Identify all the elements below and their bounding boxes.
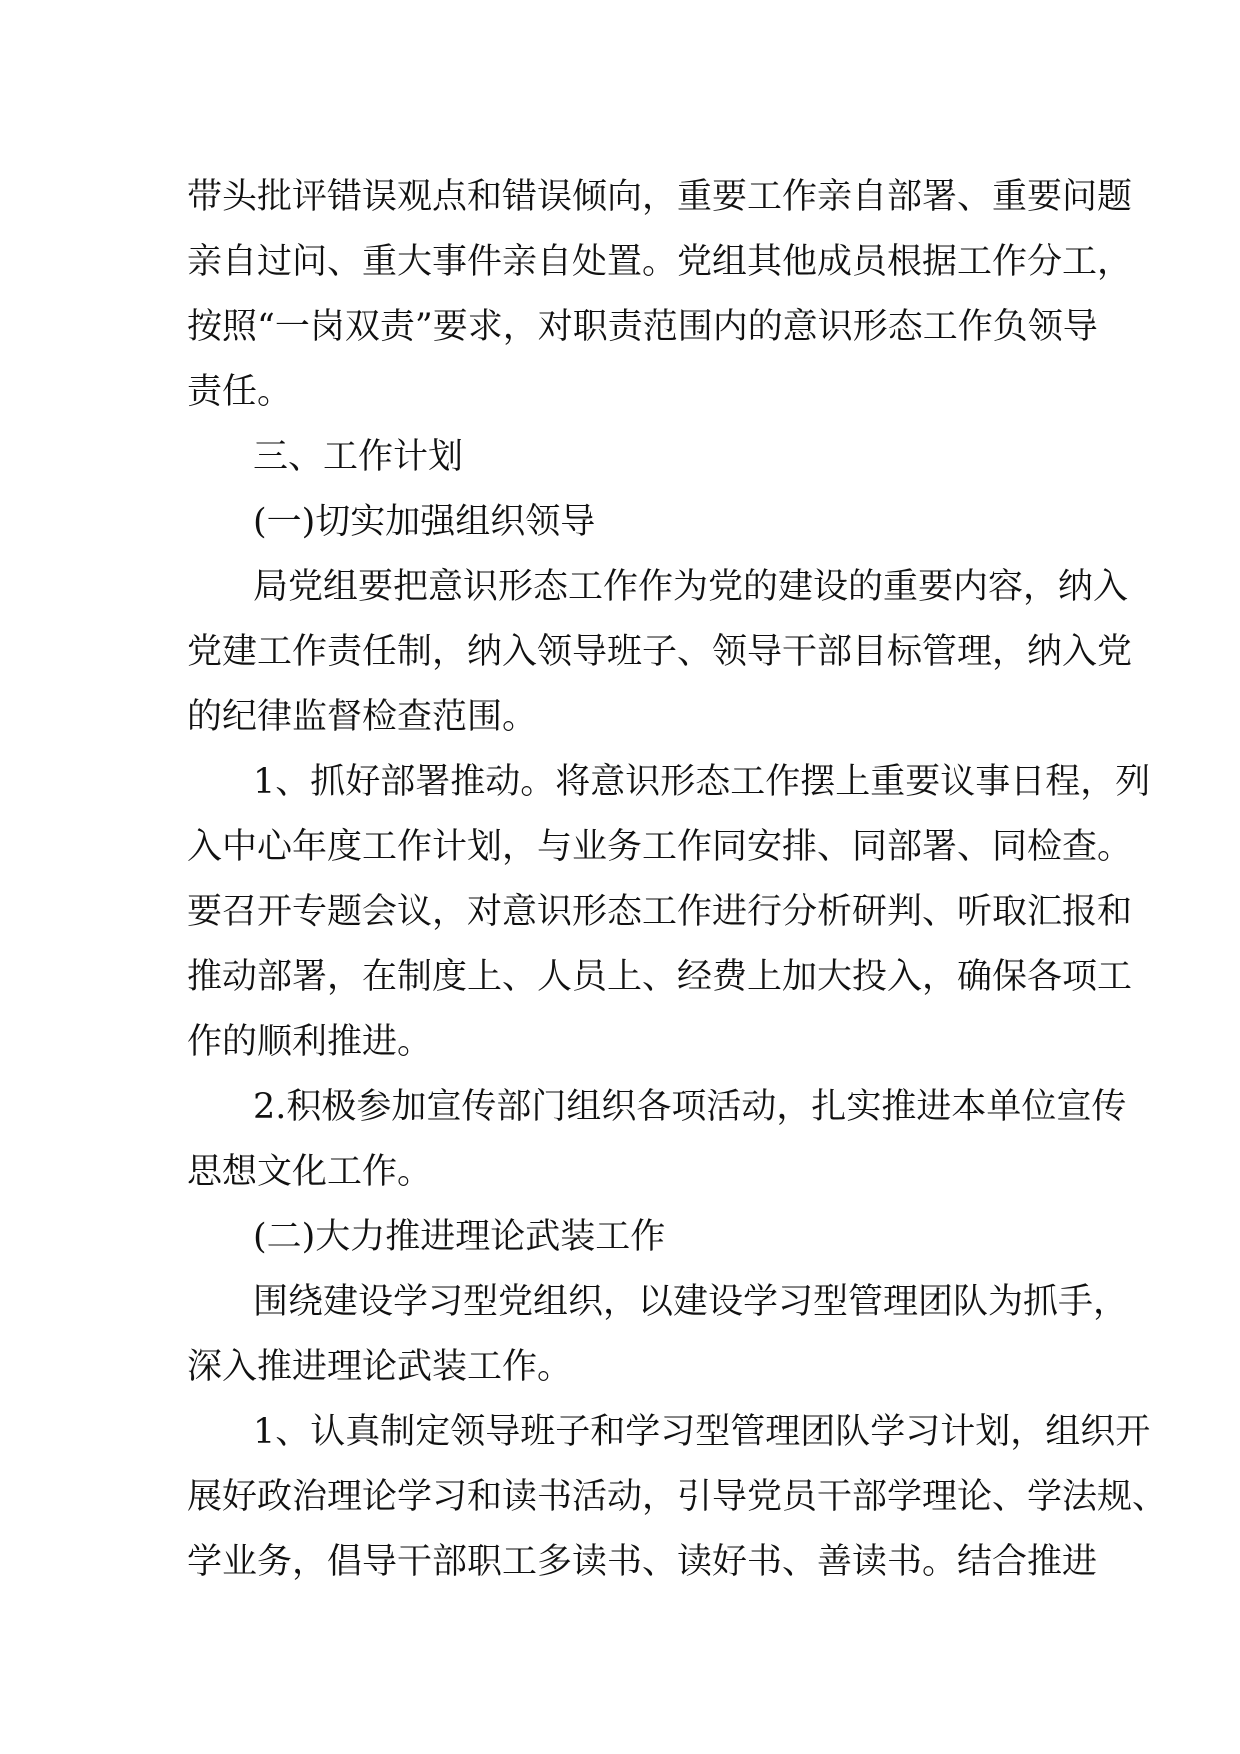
body-text-line: 按照“一岗双责”要求，对职责范围内的意识形态工作负领导 bbox=[187, 307, 1098, 347]
subsection-heading: (二)大力推进理论武装工作 bbox=[253, 1217, 666, 1257]
body-text-line: 围绕建设学习型党组织，以建设学习型管理团队为抓手， bbox=[253, 1282, 1129, 1322]
body-text-line: 党建工作责任制，纳入领导班子、领导干部目标管理，纳入党 bbox=[187, 632, 1133, 672]
body-text-line: 2.积极参加宣传部门组织各项活动，扎实推进本单位宣传 bbox=[253, 1087, 1127, 1127]
body-text-line: 要召开专题会议，对意识形态工作进行分析研判、听取汇报和 bbox=[187, 892, 1133, 932]
body-text-line: 带头批评错误观点和错误倾向，重要工作亲自部署、重要问题 bbox=[187, 177, 1133, 217]
body-text-line: 的纪律监督检查范围。 bbox=[187, 697, 538, 737]
body-text-line: 思想文化工作。 bbox=[187, 1152, 433, 1192]
body-text-line: 学业务，倡导干部职工多读书、读好书、善读书。结合推进 bbox=[187, 1542, 1098, 1582]
body-text-line: 局党组要把意识形态工作作为党的建设的重要内容，纳入 bbox=[253, 567, 1129, 607]
body-text-line: 作的顺利推进。 bbox=[187, 1022, 433, 1062]
body-text-line: 展好政治理论学习和读书活动，引导党员干部学理论、学法规、 bbox=[187, 1477, 1168, 1517]
body-text-line: 1、认真制定领导班子和学习型管理团队学习计划，组织开 bbox=[253, 1412, 1151, 1452]
subsection-heading: (一)切实加强组织领导 bbox=[253, 502, 596, 542]
body-text-line: 责任。 bbox=[187, 372, 293, 412]
body-text-line: 推动部署，在制度上、人员上、经费上加大投入，确保各项工 bbox=[187, 957, 1133, 997]
body-text-line: 1、抓好部署推动。将意识形态工作摆上重要议事日程，列 bbox=[253, 762, 1151, 802]
body-text-line: 入中心年度工作计划，与业务工作同安排、同部署、同检查。 bbox=[187, 827, 1133, 867]
body-text-line: 亲自过问、重大事件亲自处置。党组其他成员根据工作分工， bbox=[187, 242, 1133, 282]
section-heading: 三、工作计划 bbox=[253, 437, 464, 477]
body-text-line: 深入推进理论武装工作。 bbox=[187, 1347, 573, 1387]
